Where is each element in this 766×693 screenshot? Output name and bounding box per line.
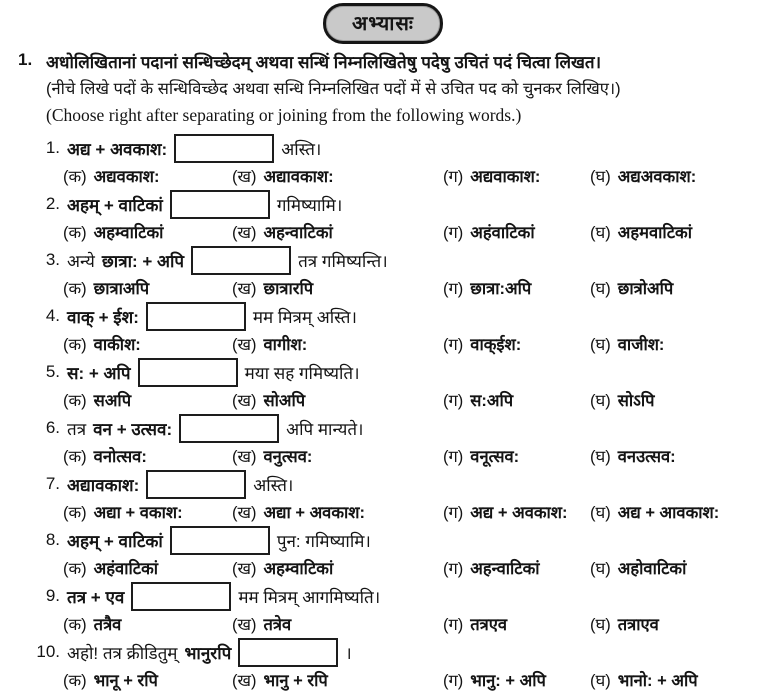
option-label: (ग) (443, 167, 464, 186)
option-label: (घ) (590, 223, 611, 242)
question-text-normal: अन्ये (67, 251, 95, 271)
answer-blank-box[interactable] (146, 470, 246, 499)
option-label: (ख) (232, 167, 257, 186)
question-text-bold: स: + अपि (67, 363, 131, 383)
option-text: वनूत्सव: (470, 447, 520, 466)
option-d (590, 444, 766, 467)
question-5 (0, 357, 766, 411)
option-label: (क) (63, 615, 87, 634)
option-a (63, 220, 232, 243)
option-label: (ख) (232, 503, 257, 522)
option-label: (ग) (443, 279, 464, 298)
option-c (443, 500, 590, 523)
question-text-bold: अहम् + वाटिकां (67, 195, 163, 215)
question-1 (0, 133, 766, 187)
answer-blank-box[interactable] (170, 526, 270, 555)
option-d (590, 220, 766, 243)
option-text: अहंवाटिकां (93, 559, 159, 578)
question-number: 7. (45, 474, 60, 493)
options-row (63, 219, 766, 243)
option-c (443, 612, 590, 635)
question-number: 1. (45, 138, 60, 157)
option-text: भानू + रपि (93, 671, 158, 690)
option-c (443, 332, 590, 355)
option-label: (घ) (590, 503, 611, 522)
option-b (232, 612, 443, 635)
option-d (590, 500, 766, 523)
option-text: अद्या + अवकाश: (263, 503, 366, 522)
question-text-bold: वाक् + ईश: (67, 307, 139, 327)
option-text: वागीश: (263, 335, 308, 354)
option-text: छात्रारपि (263, 279, 314, 298)
option-b (232, 500, 443, 523)
option-text: अहंवाटिकां (470, 223, 535, 242)
option-label: (ग) (443, 615, 464, 634)
option-text: वाजीश: (617, 335, 665, 354)
option-text: तत्रैव (93, 615, 122, 634)
question-statement (28, 637, 766, 667)
option-text: तत्राएव (617, 615, 659, 634)
option-text: स:अपि (470, 391, 514, 410)
question-text-bold: भानुरपि (184, 643, 232, 663)
question-text-after: गमिष्यामि। (276, 195, 343, 215)
option-text: अहम्वाटिकां (93, 223, 164, 242)
options-row (63, 611, 766, 635)
option-text: सअपि (93, 391, 132, 410)
option-text: अहन्वाटिकां (263, 223, 333, 242)
options-row (63, 163, 766, 187)
option-text: अहोवाटिकां (617, 559, 687, 578)
option-a (63, 612, 232, 635)
option-b (232, 388, 443, 411)
question-text-normal: अहो! तत्र क्रीडितुम् (67, 643, 178, 663)
option-a (63, 556, 232, 579)
question-text-after: अपि मान्यते। (286, 419, 364, 439)
exercise-number: 1. (18, 50, 33, 69)
question-statement (28, 189, 766, 219)
options-row (63, 275, 766, 299)
option-label: (क) (63, 335, 87, 354)
option-text: वनोत्सव: (93, 447, 147, 466)
question-text-after: पुन: गमिष्यामि। (276, 531, 371, 551)
exercise-header (0, 50, 766, 128)
question-statement (28, 525, 766, 555)
answer-blank-box[interactable] (174, 134, 274, 163)
option-text: भानु: + अपि (470, 671, 546, 690)
option-d (590, 612, 766, 635)
options-row (63, 443, 766, 467)
option-label: (क) (63, 503, 87, 522)
option-label: (ग) (443, 335, 464, 354)
option-text: अद्य + अवकाश: (470, 503, 568, 522)
question-text-after: अस्ति। (281, 139, 322, 159)
option-c (443, 276, 590, 299)
option-c (443, 556, 590, 579)
instruction-sanskrit: अधोलिखितानां पदानां सन्धिच्छेदम् अथवा सन्धिं निम्नलिखितेषु पदेषु उचितं पदं चित्वा लिखत। (46, 53, 602, 72)
instructions (46, 50, 621, 128)
question-text-after: मम मित्रम् आगमिष्यति। (238, 587, 381, 607)
option-label: (क) (63, 167, 87, 186)
question-statement (28, 469, 766, 499)
option-text: अद्य + आवकाश: (617, 503, 720, 522)
option-label: (घ) (590, 279, 611, 298)
option-c (443, 444, 590, 467)
answer-blank-box[interactable] (179, 414, 279, 443)
question-text-after: । (345, 643, 352, 663)
option-d (590, 276, 766, 299)
option-text: अहन्वाटिकां (470, 559, 540, 578)
option-label: (घ) (590, 559, 611, 578)
question-number: 4. (45, 306, 60, 325)
option-label: (घ) (590, 335, 611, 354)
question-number: 5. (45, 362, 60, 381)
option-label: (क) (63, 559, 87, 578)
answer-blank-box[interactable] (146, 302, 246, 331)
option-label: (ख) (232, 671, 257, 690)
option-b (232, 668, 443, 691)
option-b (232, 556, 443, 579)
question-number: 10. (36, 642, 60, 661)
option-label: (ग) (443, 559, 464, 578)
option-label: (ग) (443, 671, 464, 690)
title-area (0, 0, 766, 43)
question-text-bold: तत्र + एव (67, 587, 125, 607)
option-label: (ग) (443, 503, 464, 522)
option-a (63, 332, 232, 355)
option-label: (ग) (443, 447, 464, 466)
question-text-bold: अद्य + अवकाश: (67, 139, 168, 159)
question-number: 6. (45, 418, 60, 437)
option-d (590, 332, 766, 355)
option-text: वनुत्सव: (263, 447, 313, 466)
option-d (590, 164, 766, 187)
option-label: (क) (63, 279, 87, 298)
options-row (63, 555, 766, 579)
question-number: 2. (45, 194, 60, 213)
question-text-bold: छात्रा: + अपि (101, 251, 185, 271)
instruction-hindi: (नीचे लिखे पदों के सन्धिविच्छेद अथवा सन्धि निम्नलिखित पदों में से उचित पद को चुनकर लिखिए।) (46, 80, 621, 98)
option-label: (क) (63, 223, 87, 242)
option-a (63, 276, 232, 299)
option-text: छात्राअपि (93, 279, 150, 298)
option-label: (ख) (232, 279, 257, 298)
question-statement (28, 413, 766, 443)
options-row (63, 331, 766, 355)
answer-blank-box[interactable] (131, 582, 231, 611)
option-text: अद्यवकाश: (93, 167, 160, 186)
option-text: अद्यअवकाश: (617, 167, 697, 186)
question-3 (0, 245, 766, 299)
question-text-after: मम मित्रम् अस्ति। (252, 307, 357, 327)
question-statement (28, 245, 766, 275)
option-label: (क) (63, 391, 87, 410)
option-b (232, 220, 443, 243)
option-label: (घ) (590, 167, 611, 186)
option-label: (ख) (232, 615, 257, 634)
option-label: (ख) (232, 335, 257, 354)
option-text: वाकीश: (93, 335, 141, 354)
question-text-normal: तत्र (67, 419, 87, 439)
options-row (63, 387, 766, 411)
option-label: (घ) (590, 671, 611, 690)
option-a (63, 444, 232, 467)
answer-blank-box[interactable] (170, 190, 270, 219)
question-8 (0, 525, 766, 579)
option-label: (ग) (443, 223, 464, 242)
option-d (590, 668, 766, 691)
option-d (590, 388, 766, 411)
option-text: वाक्ईश: (470, 335, 522, 354)
option-label: (ग) (443, 391, 464, 410)
option-a (63, 500, 232, 523)
question-number: 9. (45, 586, 60, 605)
option-text: तत्रेव (263, 615, 292, 634)
answer-blank-box[interactable] (138, 358, 238, 387)
option-text: अहमवाटिकां (617, 223, 692, 242)
question-number: 3. (45, 250, 60, 269)
question-2 (0, 189, 766, 243)
option-label: (घ) (590, 391, 611, 410)
question-statement (28, 357, 766, 387)
page-title: अभ्यासः (323, 3, 443, 44)
instruction-english: (Choose right after separating or joining from the following words.) (46, 105, 522, 125)
answer-blank-box[interactable] (191, 246, 291, 275)
question-statement (28, 581, 766, 611)
option-a (63, 164, 232, 187)
option-c (443, 668, 590, 691)
option-c (443, 220, 590, 243)
option-b (232, 276, 443, 299)
question-text-bold: अहम् + वाटिकां (67, 531, 163, 551)
option-text: अद्यवाकाश: (470, 167, 541, 186)
option-text: अहम्वाटिकां (263, 559, 334, 578)
option-b (232, 444, 443, 467)
option-text: वनउत्सव: (617, 447, 676, 466)
option-a (63, 668, 232, 691)
question-text-bold: अद्यावकाश: (67, 475, 140, 495)
question-text-after: तत्र गमिष्यन्ति। (298, 251, 388, 271)
option-text: छात्रोअपि (617, 279, 674, 298)
question-4 (0, 301, 766, 355)
option-text: भानो: + अपि (617, 671, 698, 690)
question-text-bold: वन + उत्सव: (93, 419, 173, 439)
question-statement (28, 133, 766, 163)
option-label: (ख) (232, 223, 257, 242)
question-statement (28, 301, 766, 331)
answer-blank-box[interactable] (238, 638, 338, 667)
question-list (0, 133, 766, 691)
option-text: अद्या + वकाश: (93, 503, 183, 522)
option-c (443, 388, 590, 411)
question-number: 8. (45, 530, 60, 549)
option-label: (ख) (232, 447, 257, 466)
option-text: अद्यावकाश: (263, 167, 334, 186)
option-text: सोऽपि (617, 391, 655, 410)
option-label: (घ) (590, 615, 611, 634)
question-9 (0, 581, 766, 635)
option-b (232, 332, 443, 355)
question-text-after: अस्ति। (253, 475, 294, 495)
option-d (590, 556, 766, 579)
option-b (232, 164, 443, 187)
option-text: भानु + रपि (263, 671, 328, 690)
options-row (63, 499, 766, 523)
option-label: (क) (63, 671, 87, 690)
options-row (63, 667, 766, 691)
option-a (63, 388, 232, 411)
question-7 (0, 469, 766, 523)
question-6 (0, 413, 766, 467)
option-text: सोअपि (263, 391, 306, 410)
option-label: (ख) (232, 391, 257, 410)
option-text: छात्रा:अपि (470, 279, 532, 298)
question-text-after: मया सह गमिष्यति। (244, 363, 360, 383)
option-label: (ख) (232, 559, 257, 578)
option-c (443, 164, 590, 187)
option-label: (क) (63, 447, 87, 466)
question-10 (0, 637, 766, 691)
option-label: (घ) (590, 447, 611, 466)
option-text: तत्रएव (470, 615, 508, 634)
